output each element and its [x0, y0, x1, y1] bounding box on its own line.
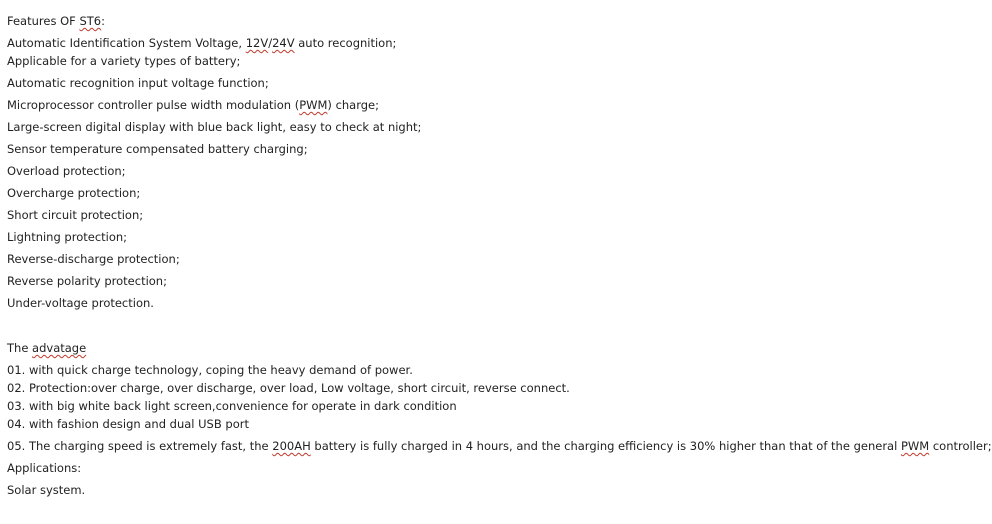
feature-item: Microprocessor controller pulse width modulation (PWM) charge; [7, 98, 379, 112]
feature-item: Overload protection; [7, 164, 126, 178]
applications-heading: Applications: [7, 461, 82, 475]
feature-item: Applicable for a variety types of battery; [7, 54, 241, 68]
feature-item: Lightning protection; [7, 230, 128, 244]
application-item: Solar system. [7, 483, 86, 497]
feature-item: Reverse-discharge protection; [7, 252, 180, 266]
spellcheck-flagged-word: 12V [245, 36, 269, 50]
feature-item: Sensor temperature compensated battery charging; [7, 142, 308, 156]
feature-item: Overcharge protection; [7, 186, 141, 200]
feature-item: Large-screen digital display with blue back light, easy to check at night; [7, 120, 422, 134]
spellcheck-flagged-word: advatage [32, 341, 87, 355]
features-heading: Features OF ST6: [7, 14, 105, 28]
advantage-heading: The advatage [7, 341, 87, 355]
spellcheck-flagged-word: 24V [272, 36, 295, 50]
advantage-item: 02. Protection:over charge, over discharge, over load, Low voltage, short circuit, reverse connect. [7, 381, 570, 395]
spellcheck-flagged-word: 200AH [272, 439, 311, 453]
advantage-item: 03. with big white back light screen,convenience for operate in dark condition [7, 399, 457, 413]
spellcheck-flagged-word: ST6 [79, 14, 102, 28]
advantage-item: 05. The charging speed is extremely fast, the 200AH battery is fully charged in 4 hours, and the charging efficiency is 30% higher than that of the general PWM controller; [7, 439, 992, 453]
feature-item: Under-voltage protection. [7, 296, 154, 310]
spellcheck-flagged-word: PWM [299, 98, 328, 112]
feature-item: Automatic Identification System Voltage, 12V/24V auto recognition; [7, 36, 397, 50]
spellcheck-flagged-word: PWM [900, 439, 930, 453]
product-description [7, 12, 992, 499]
feature-item: Reverse polarity protection; [7, 274, 167, 288]
advantage-item: 01. with quick charge technology, coping the heavy demand of power. [7, 363, 413, 377]
feature-item: Automatic recognition input voltage function; [7, 76, 269, 90]
advantage-item: 04. with fashion design and dual USB port [7, 417, 249, 431]
feature-item: Short circuit protection; [7, 208, 144, 222]
